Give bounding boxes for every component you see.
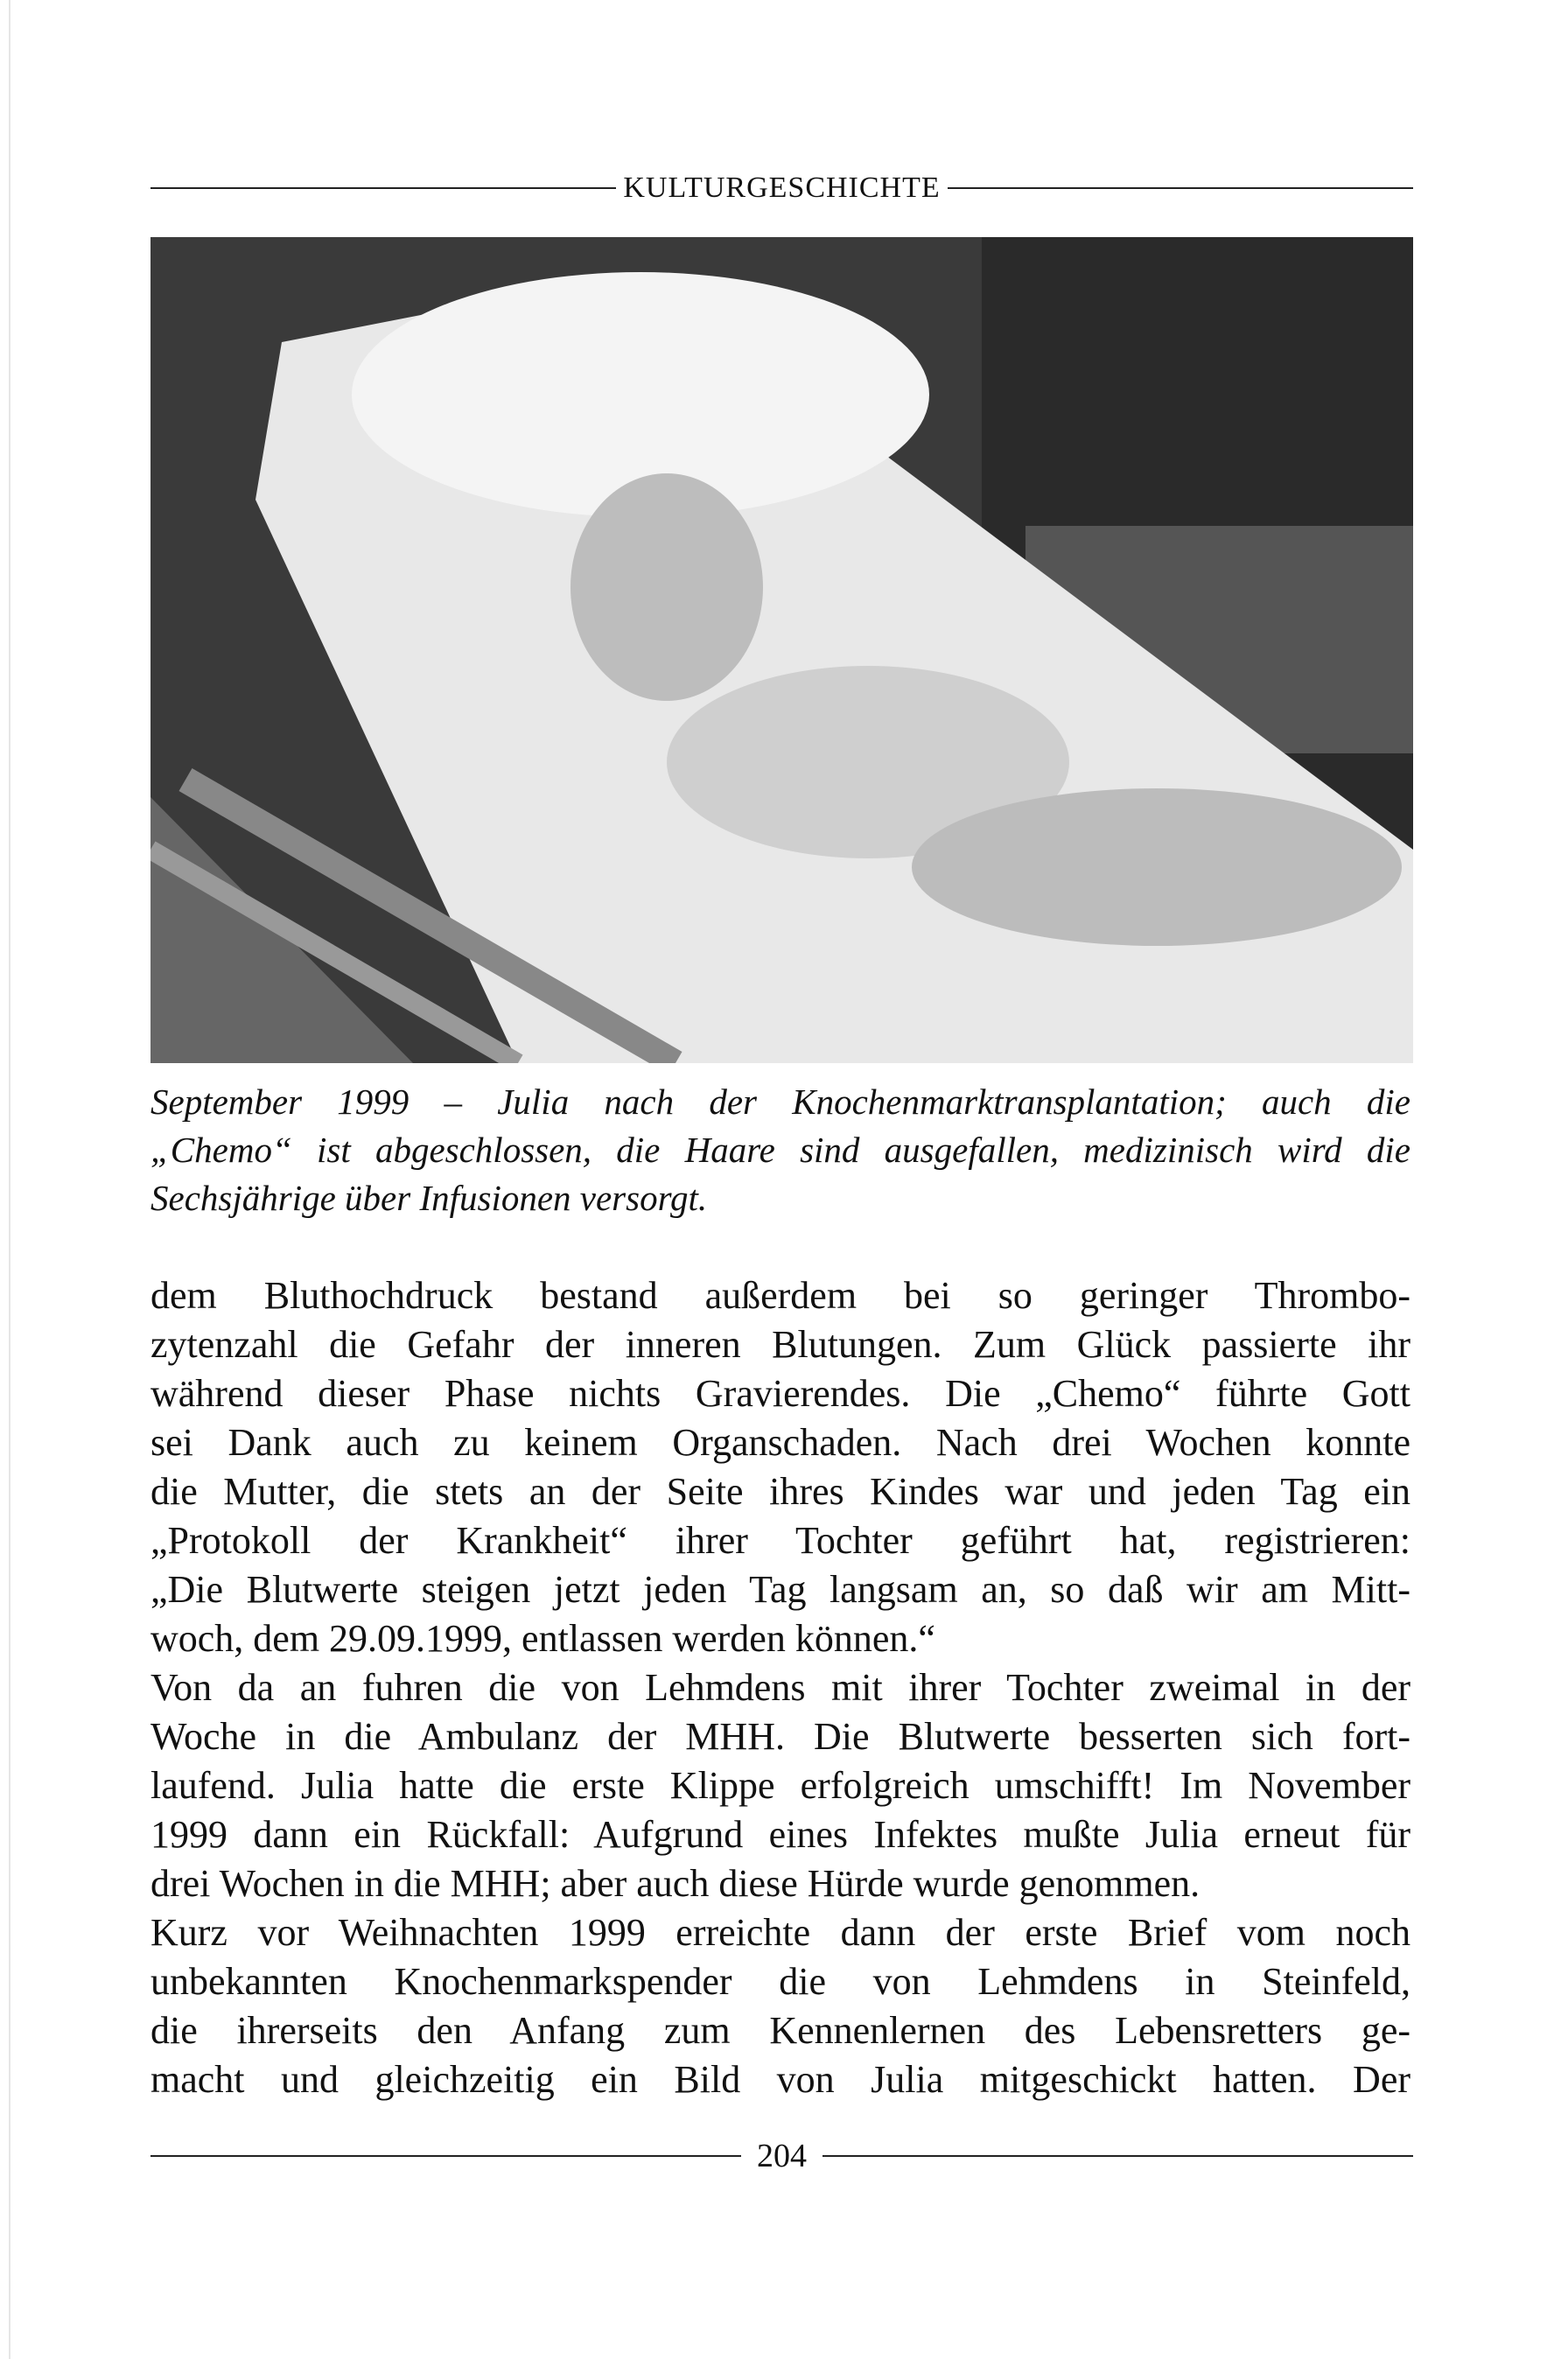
body-line: unbekannten Knochenmarkspender die von Lehmdens in Steinfeld, bbox=[150, 1960, 1410, 2003]
caption-line: „Chemo“ ist abgeschlossen, die Haare sind ausgefallen, medizinisch wird die bbox=[150, 1130, 1410, 1170]
body-line: laufend. Julia hatte die erste Klippe erfolgreich umschifft! Im November bbox=[150, 1764, 1410, 1807]
body-line: drei Wochen in die MHH; aber auch diese Hürde wurde genommen. bbox=[150, 1862, 1200, 1905]
body-line: „Die Blutwerte steigen jetzt jeden Tag langsam an, so daß wir am Mitt- bbox=[150, 1568, 1410, 1611]
body-line: Von da an fuhren die von Lehmdens mit ihrer Tochter zweimal in der bbox=[150, 1666, 1410, 1709]
header-rule-left bbox=[150, 187, 616, 189]
page-number: 204 bbox=[757, 2138, 807, 2174]
body-line: die ihrerseits den Anfang zum Kennenlernen des Lebensretters ge- bbox=[150, 2009, 1410, 2052]
caption-line: Sechsjährige über Infusionen versorgt. bbox=[150, 1178, 708, 1218]
caption-line: September 1999 – Julia nach der Knochenmarktransplantation; auch die bbox=[150, 1082, 1410, 1122]
body-line: macht und gleichzeitig ein Bild von Julia mitgeschickt hatten. Der bbox=[150, 2058, 1410, 2101]
body-line: zytenzahl die Gefahr der inneren Blutungen. Zum Glück passierte ihr bbox=[150, 1323, 1410, 1366]
body-line: während dieser Phase nichts Gravierendes. Die „Chemo“ führte Gott bbox=[150, 1372, 1410, 1415]
photo-caption bbox=[150, 1078, 1410, 1222]
body-line: dem Bluthochdruck bestand außerdem bei so geringer Thrombo- bbox=[150, 1274, 1410, 1317]
footer-rule-right bbox=[822, 2155, 1413, 2157]
running-head-title: KULTURGESCHICHTE bbox=[623, 172, 941, 204]
body-line: woch, dem 29.09.1999, entlassen werden können.“ bbox=[150, 1617, 935, 1660]
body-text bbox=[150, 1271, 1410, 2104]
body-line: Kurz vor Weihnachten 1999 erreichte dann der erste Brief vom noch bbox=[150, 1911, 1410, 1954]
page-edge bbox=[9, 0, 10, 2359]
body-line: Woche in die Ambulanz der MHH. Die Blutwerte besserten sich fort- bbox=[150, 1715, 1410, 1758]
footer-rule-left bbox=[150, 2155, 741, 2157]
header-rule-right bbox=[948, 187, 1413, 189]
page-footer bbox=[150, 2137, 1413, 2175]
body-line: 1999 dann ein Rückfall: Aufgrund eines Infektes mußte Julia erneut für bbox=[150, 1813, 1410, 1856]
running-head bbox=[150, 172, 1413, 205]
body-line: die Mutter, die stets an der Seite ihres Kindes war und jeden Tag ein bbox=[150, 1470, 1410, 1513]
body-line: „Protokoll der Krankheit“ ihrer Tochter geführt hat, registrieren: bbox=[150, 1519, 1410, 1562]
photo-child-in-hospital-bed bbox=[150, 237, 1413, 1063]
body-line: sei Dank auch zu keinem Organschaden. Nach drei Wochen konnte bbox=[150, 1421, 1410, 1464]
